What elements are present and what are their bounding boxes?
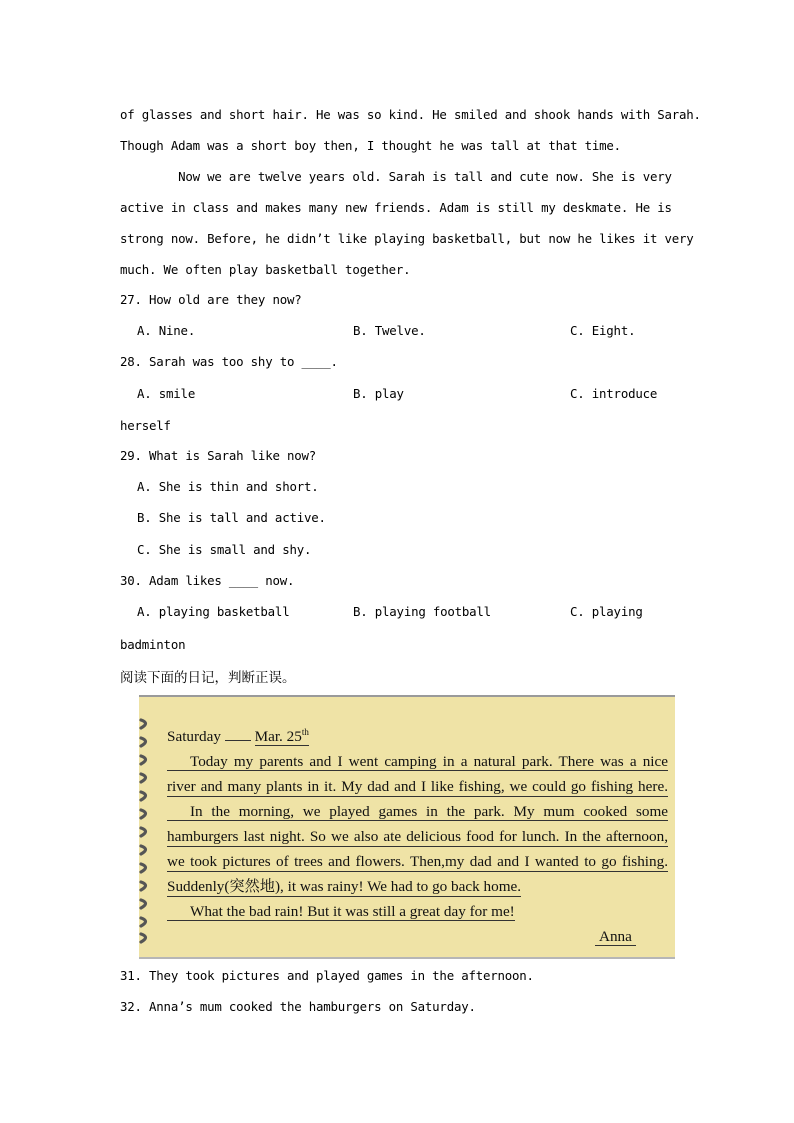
question-29-option-b: B. She is tall and active.: [137, 510, 326, 525]
question-28-stem: 28. Sarah was too shy to ____.: [120, 354, 338, 369]
diary-line: river and many plants in it. My dad and I like fishing, we could go fishing here.: [167, 778, 668, 795]
diary-date: Mar. 25th: [254, 727, 309, 745]
question-29-option-a: A. She is thin and short.: [137, 479, 319, 494]
question-27-option-b: B. Twelve.: [353, 323, 426, 338]
statement-31: 31. They took pictures and played games in the afternoon.: [120, 968, 534, 983]
question-28-option-b: B. play: [353, 386, 404, 401]
binder-rings-icon: [139, 715, 161, 945]
diary-date-line: [167, 728, 309, 746]
diary-day: Saturday: [167, 728, 221, 745]
diary-line: Today my parents and I went camping in a natural park. There was a nice: [167, 753, 668, 771]
diary-line: What the bad rain! But it was still a great day for me!: [167, 903, 515, 921]
question-30-stem: 30. Adam likes ____ now.: [120, 573, 295, 588]
question-29-stem: 29. What is Sarah like now?: [120, 448, 317, 463]
diary-line: hamburgers last night. So we also ate delicious food for lunch. In the afternoon,: [167, 828, 668, 845]
statement-32: 32. Anna’s mum cooked the hamburgers on Saturday.: [120, 999, 476, 1014]
section-instruction: 阅读下面的日记，判断正误。: [120, 670, 296, 686]
passage-line: of glasses and short hair. He was so kind. He smiled and shook hands with Sarah.: [120, 107, 701, 122]
question-27-stem: 27. How old are they now?: [120, 292, 302, 307]
diary-signature: Anna: [595, 928, 636, 946]
question-28-option-c-continued: herself: [120, 418, 171, 433]
passage-line: active in class and makes many new friends. Adam is still my deskmate. He is: [120, 200, 672, 215]
diary-line: Suddenly(突然地), it was rainy! We had to go back home.: [167, 878, 522, 895]
question-28-option-a: A. smile: [137, 386, 196, 401]
question-30-option-b: B. playing football: [353, 604, 491, 619]
question-28-option-c: C. introduce: [570, 386, 658, 401]
passage-line: Though Adam was a short boy then, I thought he was tall at that time.: [120, 138, 621, 153]
diary-line: we took pictures of trees and flowers. Then,my dad and I wanted to go fishing.: [167, 853, 668, 870]
diary-card: [139, 695, 675, 959]
question-29-option-c: C. She is small and shy.: [137, 542, 312, 557]
question-27-option-c: C. Eight.: [570, 323, 636, 338]
passage-line: strong now. Before, he didn’t like playing basketball, but now he likes it very: [120, 231, 694, 246]
question-30-option-a: A. playing basketball: [137, 604, 290, 619]
diary-line: In the morning, we played games in the park. My mum cooked some: [167, 803, 668, 821]
question-30-option-c-continued: badminton: [120, 637, 186, 652]
passage-line: Now we are twelve years old. Sarah is tall and cute now. She is very: [120, 169, 672, 184]
question-30-option-c: C. playing: [570, 604, 643, 619]
passage-line: much. We often play basketball together.: [120, 262, 411, 277]
question-27-option-a: A. Nine.: [137, 323, 196, 338]
